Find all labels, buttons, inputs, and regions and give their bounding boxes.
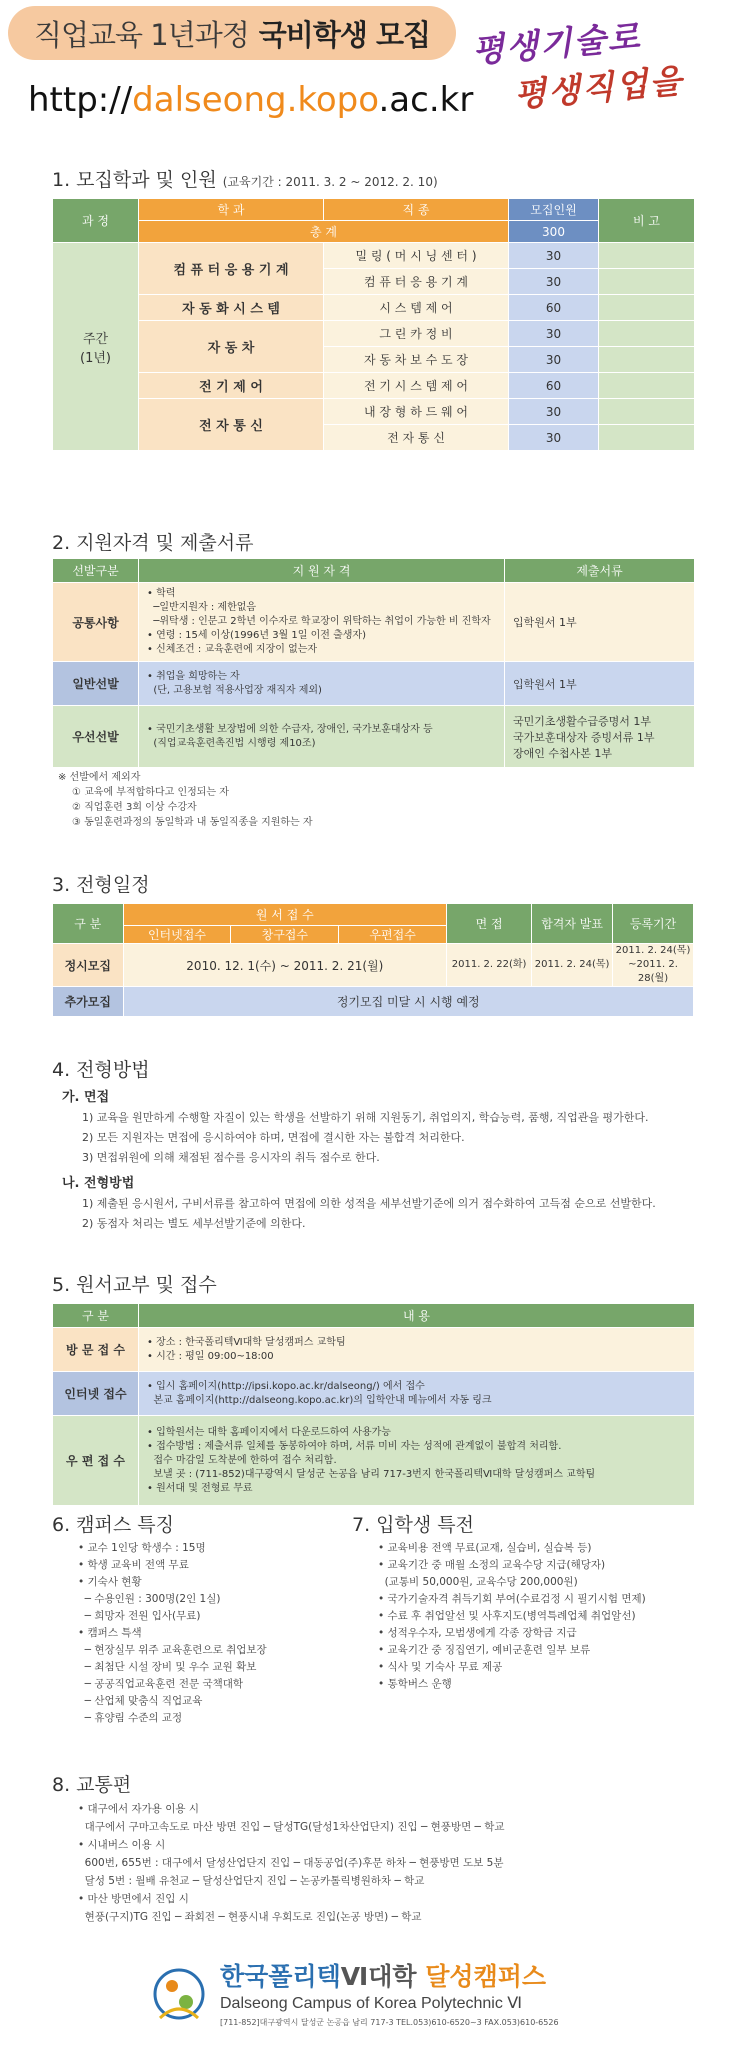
sec1-quota: 30 — [509, 347, 599, 373]
slogan-line2: 평생직업을 — [512, 60, 685, 115]
sec1-quota: 30 — [509, 269, 599, 295]
sec6-item: • 학생 교육비 전액 무료 — [78, 1559, 189, 1571]
sec3-col-register: 등록기간 — [613, 904, 694, 944]
sec1-quota: 30 — [509, 243, 599, 269]
sec1-table — [52, 198, 695, 451]
sec2-qual-line: (단, 고용보험 적용사업장 재직자 제외) — [147, 684, 322, 696]
sec1-quota: 30 — [509, 399, 599, 425]
sec2-qual-line: • 학력 — [147, 588, 176, 599]
sec1-note — [599, 243, 695, 269]
sec2-note: ※ 선발에서 제외자 — [58, 772, 141, 783]
sec1-total-value: 300 — [509, 221, 599, 243]
sec2-type: 우선선발 — [53, 706, 139, 768]
sec6-item: ─ 산업체 맞춤식 직업교육 — [78, 1695, 203, 1707]
sec1-course: 주간 (1년) — [53, 243, 139, 451]
sec7-item: • 통학버스 운행 — [378, 1678, 452, 1690]
sec8-item: 600번, 655번 : 대구에서 달성산업단지 진입 ─ 대동공업(주)후문 하차 ─ 현풍방면 도보 5분 — [78, 1857, 504, 1869]
url-suffix: .ac.kr — [378, 80, 474, 120]
footer-name-blue: 한국폴리텍 — [220, 1962, 341, 1991]
sec3-row2-type: 추가모집 — [53, 987, 124, 1017]
sec3-table — [52, 903, 694, 1017]
sec2-qual-line: ─위탁생 : 인문고 2학년 이수자로 학교장이 위탁하는 취업이 가능한 비 진학자 — [147, 616, 491, 627]
sec5-line: • 입시 홈페이지(http://ipsi.kopo.ac.kr/dalseong/) 에서 접수 — [147, 1380, 425, 1392]
sec7-item: • 국가기술자격 취득기회 부여(수료검정 시 필기시험 면제) — [378, 1593, 646, 1605]
slogan-line1: 평생기술로 — [470, 16, 643, 71]
sec1-job: 시 스 템 제 어 — [324, 295, 509, 321]
sec6-title: 6. 캠퍼스 특징 — [52, 1514, 174, 1536]
sec2-type: 일반선발 — [53, 662, 139, 706]
sec2-col-docs: 제출서류 — [505, 559, 695, 583]
sec4-b-item: 2) 동점자 처리는 별도 세부선발기준에 의한다. — [82, 1217, 306, 1230]
sec5-line: 보낼 곳 : (711-852)대구광역시 달성군 논공읍 남리 717-3번지 한국폴리텍Ⅵ대학 달성캠퍼스 교학팀 — [147, 1468, 596, 1480]
sec2-qual-line: • 취업을 희망하는 자 — [147, 670, 240, 682]
sec4-a-title: 가. 면접 — [62, 1090, 110, 1105]
sec3-row1-result: 2011. 2. 24(목) — [532, 944, 613, 987]
sec1-dept: 자 동 차 — [139, 321, 324, 373]
sec4-body — [62, 1088, 722, 1234]
sec5-type: 우 편 접 수 — [53, 1416, 139, 1506]
sec5-type: 인터넷 접수 — [53, 1372, 139, 1416]
sec2-note: ③ 동일훈련과정의 동일학과 내 동일직종을 지원하는 자 — [72, 817, 313, 828]
sec3-sub-internet: 인터넷접수 — [123, 926, 231, 944]
sec1-subtitle: (교육기간 : 2011. 3. 2 ~ 2012. 2. 10) — [222, 175, 438, 189]
sec1-col-dept: 학 과 — [139, 199, 324, 221]
sec1-note — [599, 373, 695, 399]
sec6-item: ─ 최첨단 시설 장비 및 우수 교원 확보 — [78, 1661, 257, 1673]
sec2-qual-line: • 연령 : 15세 이상(1996년 3월 1일 이전 출생자) — [147, 630, 366, 641]
sec7-item: • 성적우수자, 모범생에게 각종 장학금 지급 — [378, 1627, 577, 1639]
sec3-col-type: 구 분 — [53, 904, 124, 944]
table-row — [53, 295, 695, 321]
sec8-item: 대구에서 구마고속도로 마산 방면 진입 ─ 달성TG(달성1차산업단지) 진입 ─ 현풍방면 ─ 학교 — [78, 1821, 505, 1833]
sec2-notes — [58, 770, 313, 830]
sec5-col-type: 구 분 — [53, 1304, 139, 1328]
sec2-qual-line: • 국민기초생활 보장법에 의한 수급자, 장애인, 국가보훈대상자 등 — [147, 723, 433, 735]
sec8-item: • 마산 방면에서 진입 시 — [78, 1893, 189, 1905]
table-row — [53, 243, 695, 269]
sec6-item: • 교수 1인당 학생수 : 15명 — [78, 1542, 206, 1554]
sec5-type: 방 문 접 수 — [53, 1328, 139, 1372]
slogan — [472, 18, 712, 138]
sec7-item: • 식사 및 기숙사 무료 제공 — [378, 1661, 503, 1673]
sec5-line: • 장소 : 한국폴리텍Ⅵ대학 달성캠퍼스 교학팀 — [147, 1336, 346, 1348]
sec6-item: ─ 희망자 전원 입사(무료) — [78, 1610, 201, 1622]
sec4-b-title: 나. 전형방법 — [62, 1176, 135, 1191]
sec3-sub-window: 창구접수 — [231, 926, 339, 944]
sec2-col-qual: 지 원 자 격 — [139, 559, 505, 583]
sec2-qual — [139, 706, 505, 768]
sec1-job: 자 동 차 보 수 도 장 — [324, 347, 509, 373]
sec1-job: 전 기 시 스 템 제 어 — [324, 373, 509, 399]
footer-name — [220, 1957, 546, 1993]
sec3-sub-post: 우편접수 — [339, 926, 447, 944]
sec1-note — [599, 269, 695, 295]
polytech-logo-icon — [150, 1960, 208, 2030]
sec7-item: • 교육기간 중 매월 소정의 교육수당 지급(해당자) — [378, 1559, 606, 1571]
recruit-banner — [8, 6, 456, 60]
sec1-dept: 전 기 제 어 — [139, 373, 324, 399]
sec1-dept: 전 자 통 신 — [139, 399, 324, 451]
sec2-docs: 입학원서 1부 — [505, 583, 695, 662]
sec7-item: • 교육기간 중 징집연기, 예비군훈련 일부 보류 — [378, 1644, 591, 1656]
sec1-title-text: 1. 모집학과 및 인원 — [52, 169, 217, 191]
table-row — [53, 399, 695, 425]
sec7-item: (교통비 50,000원, 교육수당 200,000원) — [378, 1576, 578, 1588]
sec6-item: ─ 현장실무 위주 교육훈련으로 취업보장 — [78, 1644, 267, 1656]
banner-prefix: 직업교육 1년과정 — [34, 17, 249, 52]
sec1-col-job: 직 종 — [324, 199, 509, 221]
sec2-note: ① 교육에 부적합하다고 인정되는 자 — [72, 787, 229, 798]
sec7-list — [378, 1540, 718, 1693]
footer-name-orange: 달성캠퍼스 — [425, 1962, 547, 1991]
sec3-row1-apply: 2010. 12. 1(수) ~ 2011. 2. 21(월) — [123, 944, 447, 987]
table-row — [53, 1372, 695, 1416]
sec4-a-item: 2) 모든 지원자는 면접에 응시하여야 하며, 면접에 결시한 자는 불합격 처리한다. — [82, 1131, 465, 1144]
sec8-item: 현풍(구지)TG 진입 ─ 좌회전 ─ 현풍시내 우회도로 진입(논공 방면) ─ 학교 — [78, 1911, 422, 1923]
sec2-table — [52, 558, 695, 768]
sec4-a-item: 1) 교육을 원만하게 수행할 자질이 있는 학생을 선발하기 위해 지원동기, 취업의지, 학습능력, 품행, 직업관을 평가한다. — [82, 1111, 649, 1124]
banner-bold: 국비학생 모집 — [258, 17, 430, 52]
sec8-title: 8. 교통편 — [52, 1774, 132, 1796]
sec2-title: 2. 지원자격 및 제출서류 — [52, 532, 254, 554]
sec1-col-note: 비 고 — [599, 199, 695, 243]
sec8-item: 달성 5번 : 월배 유천교 ─ 달성산업단지 진입 ─ 논공카톨릭병원하차 ─ 학교 — [78, 1875, 425, 1887]
url-highlight: dalseong.kopo — [132, 80, 379, 120]
footer-name-en: Dalseong Campus of Korea Polytechnic Ⅵ — [220, 1995, 523, 2012]
sec1-title — [52, 165, 438, 192]
sec5-table — [52, 1303, 695, 1506]
sec1-total-label: 총 계 — [139, 221, 509, 243]
table-row — [53, 1416, 695, 1506]
sec5-content — [139, 1416, 695, 1506]
sec1-dept: 자 동 화 시 스 템 — [139, 295, 324, 321]
sec5-content — [139, 1372, 695, 1416]
table-row — [53, 373, 695, 399]
sec3-title: 3. 전형일정 — [52, 874, 150, 896]
sec5-line: 접수 마감일 도착분에 한하여 접수 처리함. — [147, 1454, 337, 1466]
table-row — [53, 662, 695, 706]
sec1-job: 밀 링 ( 머 시 닝 센 터 ) — [324, 243, 509, 269]
sec2-docs: 입학원서 1부 — [505, 662, 695, 706]
sec1-note — [599, 321, 695, 347]
sec6-item: ─ 공공직업교육훈련 전문 국책대학 — [78, 1678, 244, 1690]
url-prefix: http:// — [28, 80, 133, 120]
sec2-qual — [139, 583, 505, 662]
sec3-row2-text: 정기모집 미달 시 시행 예정 — [123, 987, 693, 1017]
sec1-note — [599, 399, 695, 425]
sec3-col-interview: 면 접 — [447, 904, 532, 944]
sec2-qual-line: • 신체조건 : 교육훈련에 지장이 없는자 — [147, 644, 318, 655]
sec6-item: • 기숙사 현황 — [78, 1576, 142, 1588]
sec8-item: • 대구에서 자가용 이용 시 — [78, 1803, 199, 1815]
sec5-line: • 시간 : 평일 09:00~18:00 — [147, 1350, 274, 1362]
sec5-title: 5. 원서교부 및 접수 — [52, 1274, 217, 1296]
sec6-list — [78, 1540, 348, 1727]
sec2-note: ② 직업훈련 3회 이상 수강자 — [72, 802, 197, 813]
sec2-qual-line: ─일반지원자 : 제한없음 — [147, 602, 257, 613]
header — [0, 0, 733, 140]
table-row — [53, 583, 695, 662]
sec5-col-content: 내 용 — [139, 1304, 695, 1328]
sec6-item: ─ 수용인원 : 300명(2인 1실) — [78, 1593, 221, 1605]
sec1-job: 내 장 형 하 드 웨 어 — [324, 399, 509, 425]
footer-name-roman: Ⅵ대학 — [340, 1962, 417, 1991]
sec2-qual-line: (직업교육훈련촉진법 시행령 제10조) — [147, 737, 316, 749]
sec6-item: • 캠퍼스 특색 — [78, 1627, 142, 1639]
sec1-note — [599, 295, 695, 321]
sec8-item: • 시내버스 이용 시 — [78, 1839, 166, 1851]
sec1-job: 컴 퓨 터 응 용 기 계 — [324, 269, 509, 295]
sec5-line: • 입학원서는 대학 홈페이지에서 다운로드하여 사용가능 — [147, 1426, 391, 1438]
sec7-item: • 수료 후 취업알선 및 사후지도(병역특례업체 취업알선) — [378, 1610, 636, 1622]
sec8-list — [78, 1800, 718, 1926]
sec3-col-apply: 원 서 접 수 — [123, 904, 447, 926]
sec5-line: • 원서대 및 전형료 무료 — [147, 1482, 253, 1494]
sec1-quota: 30 — [509, 425, 599, 451]
sec3-row1-interview: 2011. 2. 22(화) — [447, 944, 532, 987]
sec5-line: • 접수방법 : 제출서류 일체를 동봉하여야 하며, 서류 미비 자는 성적에 관계없이 불합격 처리함. — [147, 1440, 562, 1452]
footer-address: [711-852]대구광역시 달성군 논공읍 남리 717-3 TEL.053)610-6520~3 FAX.053)610-6526 — [220, 2018, 559, 2027]
sec4-title: 4. 전형방법 — [52, 1059, 150, 1081]
sec1-note — [599, 425, 695, 451]
sec1-col-quota: 모집인원 — [509, 199, 599, 221]
sec2-qual — [139, 662, 505, 706]
sec1-quota: 30 — [509, 321, 599, 347]
sec1-job: 그 린 카 정 비 — [324, 321, 509, 347]
sec4-b-item: 1) 제출된 응시원서, 구비서류를 참고하여 면접에 의한 성적을 세부선발기준에 의거 점수화하여 고득점 순으로 선발한다. — [82, 1197, 656, 1210]
sec1-quota: 60 — [509, 295, 599, 321]
table-row — [53, 706, 695, 768]
sec3-row1-register: 2011. 2. 24(목) ~2011. 2. 28(월) — [613, 944, 694, 987]
sec7-item: • 교육비용 전액 무료(교재, 실습비, 실습복 등) — [378, 1542, 592, 1554]
footer-logo — [150, 1955, 590, 2045]
sec2-docs: 국민기초생활수급증명서 1부 국가보훈대상자 증빙서류 1부 장애인 수첩사본 1부 — [505, 706, 695, 768]
sec1-dept: 컴 퓨 터 응 용 기 계 — [139, 243, 324, 295]
sec1-quota: 60 — [509, 373, 599, 399]
table-row — [53, 321, 695, 347]
sec1-job: 전 자 통 신 — [324, 425, 509, 451]
sec1-col-course: 과 정 — [53, 199, 139, 243]
sec5-line: 본교 홈페이지(http://dalseong.kopo.ac.kr)의 입학안내 메뉴에서 자동 링크 — [147, 1394, 492, 1406]
sec6-item: ─ 휴양림 수준의 교정 — [78, 1712, 183, 1724]
sec3-row1-type: 정시모집 — [53, 944, 124, 987]
sec5-content — [139, 1328, 695, 1372]
site-url[interactable] — [28, 80, 473, 120]
table-row — [53, 1328, 695, 1372]
sec3-col-result: 합격자 발표 — [532, 904, 613, 944]
sec2-col-type: 선발구분 — [53, 559, 139, 583]
sec2-type: 공통사항 — [53, 583, 139, 662]
sec1-note — [599, 347, 695, 373]
sec7-title: 7. 입학생 특전 — [352, 1514, 474, 1536]
sec4-a-item: 3) 면접위원에 의해 채점된 점수를 응시자의 취득 점수로 한다. — [82, 1151, 380, 1164]
